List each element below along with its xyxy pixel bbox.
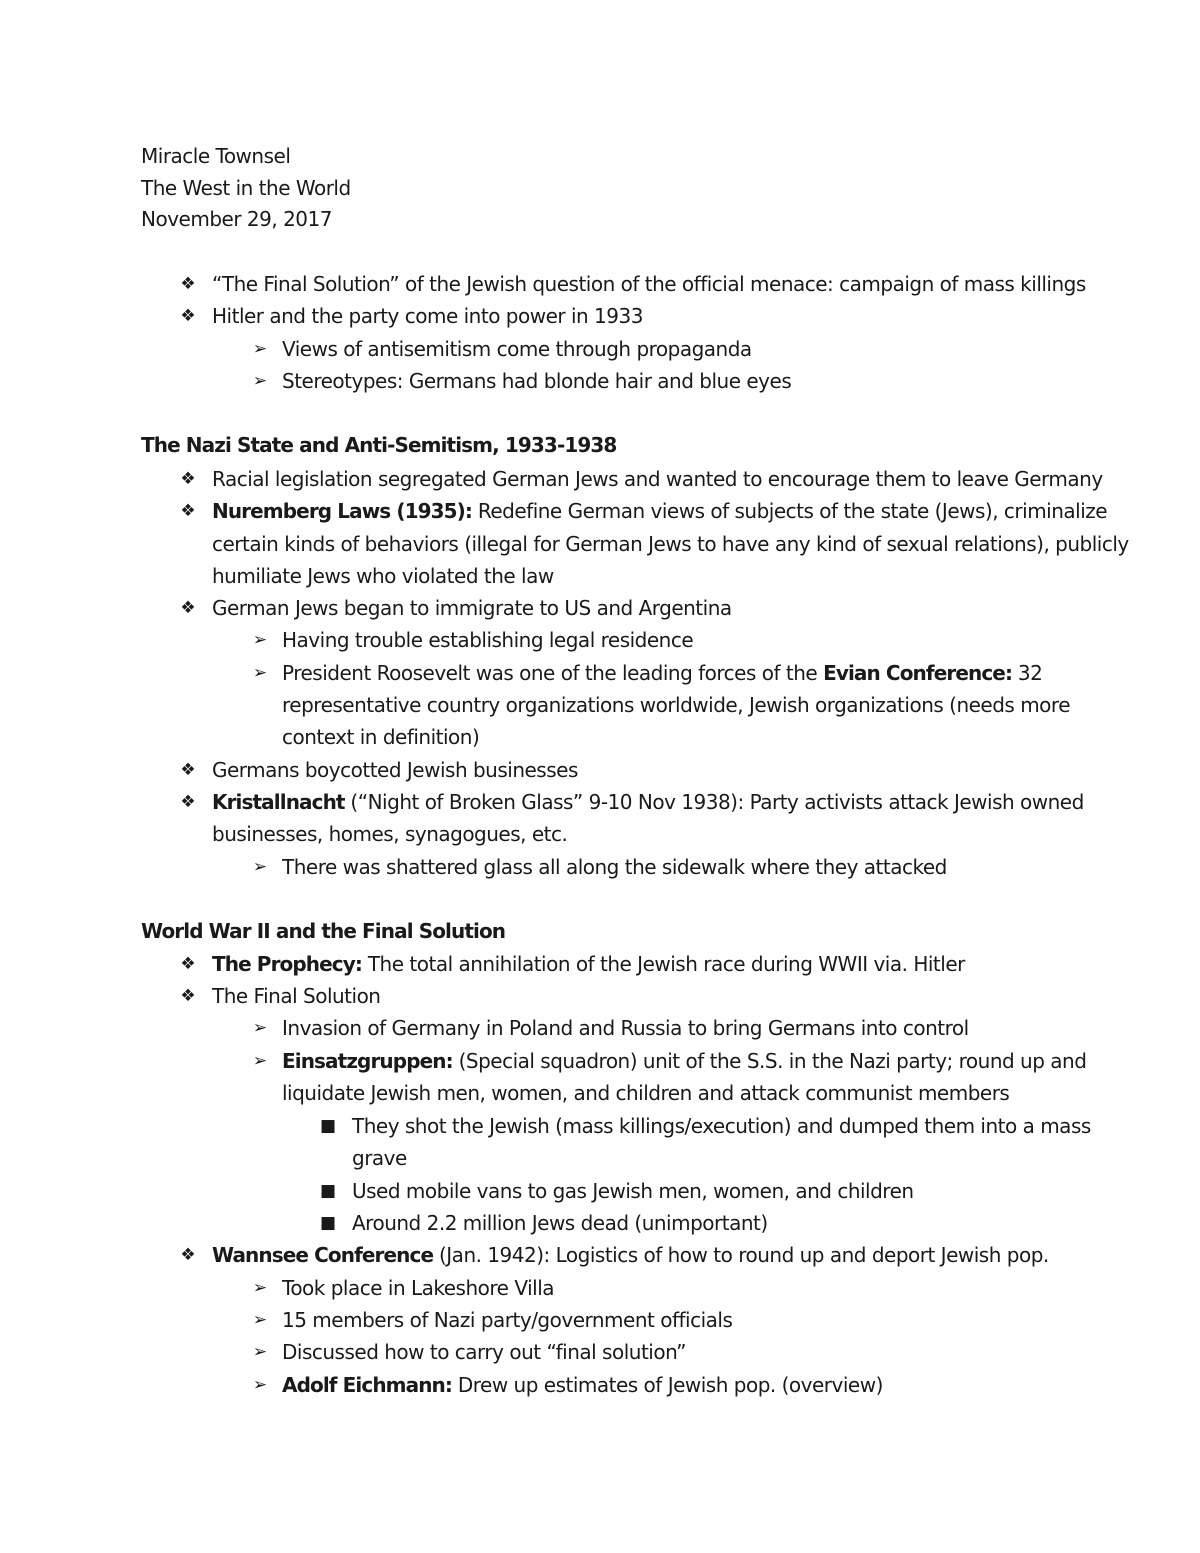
diamond-bullet-icon: ❖ <box>180 274 196 294</box>
list-item: Germans boycotted Jewish businesses <box>212 758 578 782</box>
list-item: The Prophecy: The total annihilation of the Jewish race during WWII via. Hitler <box>212 952 965 976</box>
diamond-bullet-icon: ❖ <box>180 792 196 812</box>
list-item: 15 members of Nazi party/government officials <box>282 1308 733 1332</box>
list-item: Having trouble establishing legal residence <box>282 628 694 652</box>
diamond-bullet-icon: ❖ <box>180 760 196 780</box>
list-item: Invasion of Germany in Poland and Russia to bring Germans into control <box>282 1016 969 1040</box>
list-item: Adolf Eichmann: Drew up estimates of Jewish pop. (overview) <box>282 1373 883 1397</box>
diamond-bullet-icon: ❖ <box>180 598 196 618</box>
list-item: The Final Solution <box>212 984 381 1008</box>
list-item: Stereotypes: Germans had blonde hair and blue eyes <box>282 369 792 393</box>
diamond-bullet-icon: ❖ <box>180 986 196 1006</box>
section-heading: The Nazi State and Anti-Semitism, 1933-1938 <box>141 433 617 457</box>
arrow-bullet-icon: ➢ <box>252 1375 268 1395</box>
list-item: Views of antisemitism come through propaganda <box>282 337 752 361</box>
list-item-continuation: certain kinds of behaviors (illegal for German Jews to have any kind of sexual relations), publicly <box>212 532 1129 556</box>
arrow-bullet-icon: ➢ <box>252 663 268 683</box>
list-item-continuation: context in definition) <box>282 725 480 749</box>
list-item: Discussed how to carry out “final solution” <box>282 1340 687 1364</box>
list-item-continuation: businesses, homes, synagogues, etc. <box>212 822 568 846</box>
term: Evian Conference: <box>823 661 1013 685</box>
list-item-continuation: representative country organizations worldwide, Jewish organizations (needs more <box>282 693 1071 717</box>
course-title: The West in the World <box>141 176 351 200</box>
diamond-bullet-icon: ❖ <box>180 1245 196 1265</box>
list-item-continuation: humiliate Jews who violated the law <box>212 564 554 588</box>
list-item: Nuremberg Laws (1935): Redefine German views of subjects of the state (Jews), criminalize <box>212 499 1108 523</box>
list-item: “The Final Solution” of the Jewish question of the official menace: campaign of mass killings <box>212 272 1086 296</box>
section-heading: World War II and the Final Solution <box>141 919 506 943</box>
term: Wannsee Conference <box>212 1243 434 1267</box>
list-item: They shot the Jewish (mass killings/execution) and dumped them into a mass <box>352 1114 1091 1138</box>
list-item: Wannsee Conference (Jan. 1942): Logistics of how to round up and deport Jewish pop. <box>212 1243 1049 1267</box>
arrow-bullet-icon: ➢ <box>252 1278 268 1298</box>
term: Nuremberg Laws (1935): <box>212 499 472 523</box>
list-item: Kristallnacht (“Night of Broken Glass” 9-10 Nov 1938): Party activists attack Jewish owned <box>212 790 1084 814</box>
diamond-bullet-icon: ❖ <box>180 954 196 974</box>
list-item: Einsatzgruppen: (Special squadron) unit of the S.S. in the Nazi party; round up and <box>282 1049 1087 1073</box>
term: Adolf Eichmann: <box>282 1373 452 1397</box>
arrow-bullet-icon: ➢ <box>252 371 268 391</box>
diamond-bullet-icon: ❖ <box>180 469 196 489</box>
list-item: There was shattered glass all along the sidewalk where they attacked <box>282 855 947 879</box>
list-item: Took place in Lakeshore Villa <box>282 1276 555 1300</box>
diamond-bullet-icon: ❖ <box>180 306 196 326</box>
arrow-bullet-icon: ➢ <box>252 1342 268 1362</box>
list-item: Hitler and the party come into power in 1933 <box>212 304 643 328</box>
list-item: Racial legislation segregated German Jews and wanted to encourage them to leave Germany <box>212 467 1103 491</box>
list-item: Used mobile vans to gas Jewish men, women, and children <box>352 1179 914 1203</box>
list-item-continuation: liquidate Jewish men, women, and children and attack communist members <box>282 1081 1010 1105</box>
document-date: November 29, 2017 <box>141 207 332 231</box>
diamond-bullet-icon: ❖ <box>180 501 196 521</box>
list-item: Around 2.2 million Jews dead (unimportant) <box>352 1211 768 1235</box>
square-bullet-icon: ■ <box>319 1181 337 1201</box>
arrow-bullet-icon: ➢ <box>252 1051 268 1071</box>
author-name: Miracle Townsel <box>141 144 291 168</box>
list-item-continuation: grave <box>352 1146 407 1170</box>
square-bullet-icon: ■ <box>319 1213 337 1233</box>
arrow-bullet-icon: ➢ <box>252 857 268 877</box>
term: The Prophecy: <box>212 952 362 976</box>
arrow-bullet-icon: ➢ <box>252 1018 268 1038</box>
term: Kristallnacht <box>212 790 345 814</box>
arrow-bullet-icon: ➢ <box>252 339 268 359</box>
list-item: German Jews began to immigrate to US and Argentina <box>212 596 732 620</box>
list-item: President Roosevelt was one of the leading forces of the Evian Conference: 32 <box>282 661 1043 685</box>
arrow-bullet-icon: ➢ <box>252 630 268 650</box>
term: Einsatzgruppen: <box>282 1049 453 1073</box>
arrow-bullet-icon: ➢ <box>252 1310 268 1330</box>
square-bullet-icon: ■ <box>319 1116 337 1136</box>
